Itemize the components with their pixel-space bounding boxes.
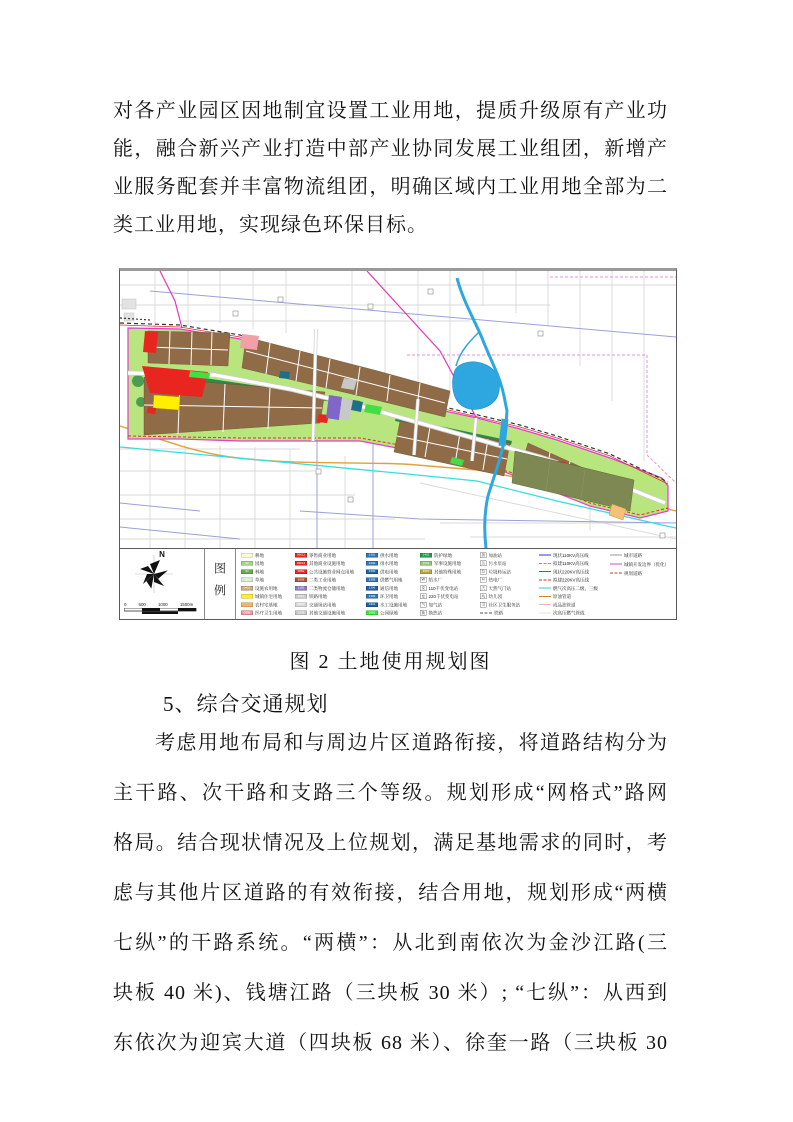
legend-swatch: 1401 bbox=[366, 611, 378, 616]
legend-item bbox=[241, 552, 293, 559]
scale-labels: 0 500 1000 1500m bbox=[124, 602, 194, 607]
legend-swatch: 09013 bbox=[296, 561, 306, 565]
legend-label: 城市道路 bbox=[624, 552, 643, 558]
legend-label: 加油站 bbox=[488, 552, 503, 558]
legend-label: 园地 bbox=[255, 561, 265, 567]
legend-label: 规划道路 bbox=[624, 570, 643, 576]
legend-item bbox=[366, 609, 418, 616]
paragraph-2 bbox=[113, 718, 668, 1068]
legend-swatch: 0806 bbox=[241, 611, 253, 616]
legend-item bbox=[539, 593, 608, 600]
legend-item bbox=[366, 560, 418, 567]
legend-line-sample bbox=[539, 588, 551, 589]
legend-label: 幼儿园 bbox=[488, 594, 503, 600]
legend-label: 热电厂 bbox=[488, 577, 503, 583]
legend-label: 供电用地 bbox=[380, 569, 399, 575]
paragraph-line: 东依次为迎宾大道（四块板 68 米）、徐奎一路（三块板 30 bbox=[113, 1032, 668, 1054]
legend-line-sample bbox=[539, 563, 551, 564]
legend-label: 环卫用地 bbox=[380, 594, 399, 600]
legend-symbol: 变 bbox=[421, 586, 425, 591]
legend-label: 军事设施用地 bbox=[434, 561, 462, 567]
legend-item bbox=[241, 593, 293, 600]
legend-label: 林地 bbox=[255, 569, 265, 575]
paragraph-line: 考虑用地布局和与周边片区道路衔接，将道路结构分为 bbox=[155, 732, 668, 754]
legend-item bbox=[480, 593, 537, 600]
legend-label: 公园绿地 bbox=[380, 610, 399, 616]
legend-line-sample bbox=[539, 571, 551, 572]
legend-column bbox=[539, 552, 608, 617]
legend-symbol: 气 bbox=[421, 603, 425, 607]
legend-symbol: 天 bbox=[481, 586, 485, 591]
legend-item bbox=[539, 552, 608, 559]
legend-swatch: 1311 bbox=[366, 602, 378, 607]
legend-item bbox=[295, 568, 364, 575]
legend-item bbox=[295, 552, 364, 559]
compass-and-scale bbox=[120, 549, 205, 619]
legend-label: 加气站 bbox=[428, 602, 443, 608]
compass-rose-icon bbox=[134, 555, 174, 593]
legend-label: 二类工业用地 bbox=[309, 577, 337, 583]
paragraph-1 bbox=[113, 92, 668, 244]
legend-title: 图例 bbox=[205, 549, 236, 619]
planning-map-svg bbox=[120, 271, 676, 548]
legend-item bbox=[539, 568, 608, 575]
legend-item bbox=[295, 576, 364, 583]
legend-item bbox=[480, 601, 537, 608]
legend-label: 农村宅基地 bbox=[255, 602, 278, 608]
legend-symbol: 加 bbox=[481, 553, 485, 557]
legend-swatch: 006a bbox=[295, 569, 307, 574]
legend-item bbox=[241, 609, 293, 616]
legend-label: 供燃气用地 bbox=[380, 577, 403, 583]
legend-label: 公共设施营业网点用地 bbox=[309, 569, 355, 575]
legend-item bbox=[480, 552, 537, 559]
legend-item bbox=[480, 560, 537, 567]
legend-column bbox=[610, 552, 670, 617]
legend-line-sample bbox=[539, 612, 551, 613]
legend-symbol: 垃 bbox=[481, 570, 485, 574]
paragraph-line: 块板 40 米)、钱塘江路（三块板 30 米）; “七纵”：从西到 bbox=[113, 982, 668, 1004]
figure-caption: 图 2 土地使用规划图 bbox=[289, 651, 492, 673]
legend-symbol: 污 bbox=[481, 561, 485, 566]
legend-line-sample bbox=[539, 555, 551, 556]
legend-item bbox=[539, 585, 608, 592]
section-heading: 5、综合交通规划 bbox=[163, 692, 329, 716]
map-legend bbox=[120, 548, 676, 619]
legend-label: 铁路用地 bbox=[309, 594, 328, 600]
legend-label: 污水泵站 bbox=[488, 561, 507, 567]
legend-item bbox=[610, 552, 664, 559]
legend-label: 防护绿地 bbox=[434, 552, 453, 558]
paragraph-line: 类工业用地，实现绿色环保目标。 bbox=[113, 214, 428, 236]
paragraph-line: 七纵”的干路系统。“两横”：从北到南依次为金沙江路(三 bbox=[113, 932, 668, 954]
legend-swatch: 1201 bbox=[295, 594, 307, 599]
legend-label: 耕地 bbox=[255, 552, 265, 558]
legend-label: 现状110KV高压线 bbox=[553, 552, 589, 558]
pond bbox=[453, 362, 500, 410]
legend-line-sample bbox=[539, 596, 551, 597]
legend-swatch: 1207 bbox=[295, 602, 307, 607]
paragraph-line: 格局。结合现状情况及上位规划，满足基地需求的同时，考 bbox=[113, 832, 668, 854]
legend-columns-area bbox=[236, 549, 676, 619]
legend-label: 原油管道 bbox=[553, 594, 572, 600]
legend-label: 换热站 bbox=[428, 610, 443, 616]
legend-column bbox=[241, 552, 293, 617]
legend-label: 220千伏变电站 bbox=[428, 594, 459, 600]
legend-item bbox=[366, 593, 418, 600]
legend-label: 其他商业设施用地 bbox=[309, 561, 346, 567]
paragraph-line: 能，融合新兴产业打造中部产业协同发展工业组团，新增产 bbox=[113, 138, 668, 160]
legend-label: 排水用地 bbox=[380, 561, 399, 567]
legend-column bbox=[420, 552, 478, 617]
legend-item bbox=[480, 585, 537, 592]
legend-item bbox=[241, 601, 293, 608]
legend-item bbox=[420, 552, 478, 559]
legend-label: 社区卫生服务站 bbox=[488, 602, 521, 608]
legend-label: 其他特殊用地 bbox=[434, 569, 462, 575]
legend-item bbox=[366, 552, 418, 559]
north-label: N bbox=[159, 550, 165, 559]
legend-swatch: 1102 bbox=[295, 586, 307, 591]
legend-label: 拟建110KV高压线 bbox=[553, 561, 589, 567]
legend-label: 现状220KV高压线 bbox=[553, 569, 590, 575]
legend-symbol: 换 bbox=[421, 611, 425, 615]
land-use-map-figure bbox=[119, 268, 677, 620]
legend-label: 成品油管道 bbox=[553, 602, 576, 608]
legend-line-sample bbox=[480, 612, 492, 613]
legend-column bbox=[480, 552, 537, 617]
legend-symbol: H bbox=[481, 578, 485, 582]
legend-columns bbox=[236, 549, 668, 619]
legend-label: 其他交通设施用地 bbox=[309, 610, 346, 616]
paragraph-line: 虑与其他片区道路的有效衔接，结合用地，规划形成“两横 bbox=[113, 882, 668, 904]
legend-item bbox=[420, 560, 478, 567]
legend-swatch: 03 bbox=[241, 569, 253, 574]
legend-column bbox=[295, 552, 364, 617]
legend-item bbox=[366, 585, 418, 592]
legend-column bbox=[366, 552, 418, 617]
legend-item bbox=[539, 576, 608, 583]
legend-label: 供水用地 bbox=[380, 552, 399, 558]
legend-symbol: 卫 bbox=[481, 603, 485, 607]
paragraph-line: 业服务配套并丰富物流组团，明确区域内工业用地全部为二 bbox=[113, 176, 668, 198]
legend-item bbox=[295, 560, 364, 567]
legend-swatch: 04 bbox=[241, 578, 253, 583]
legend-item bbox=[610, 570, 664, 577]
legend-symbol: 幼 bbox=[481, 594, 485, 599]
legend-item bbox=[420, 601, 478, 608]
legend-line-sample bbox=[610, 564, 622, 565]
paragraph-line: 对各产业园区因地制宜设置工业用地，提质升级原有产业功 bbox=[113, 100, 668, 122]
legend-label: 给水厂 bbox=[428, 577, 443, 583]
legend-line-sample bbox=[539, 604, 551, 605]
legend-item bbox=[241, 576, 293, 583]
legend-label: 城镇开发边界（优化） bbox=[624, 561, 670, 567]
legend-item bbox=[366, 576, 418, 583]
legend-swatch: 1306 bbox=[366, 586, 378, 591]
legend-label: 城镇住宅用地 bbox=[255, 594, 283, 600]
legend-item bbox=[420, 576, 478, 583]
legend-item bbox=[480, 609, 537, 616]
legend-line-sample bbox=[539, 579, 551, 580]
legend-swatch bbox=[241, 602, 253, 607]
legend-item bbox=[420, 609, 478, 616]
legend-item bbox=[366, 568, 418, 575]
legend-item bbox=[295, 609, 364, 616]
legend-symbol: 变 bbox=[421, 594, 425, 599]
legend-swatch: 1302 bbox=[366, 561, 378, 566]
paragraph-line: 主干路、次干路和支路三个等级。规划形成“网格式”路网 bbox=[113, 782, 668, 804]
legend-item bbox=[420, 593, 478, 600]
legend-swatch: 1305 bbox=[366, 578, 378, 583]
legend-label: 110千伏变电站 bbox=[428, 585, 459, 591]
legend-symbol: W bbox=[421, 578, 425, 582]
legend-item bbox=[610, 561, 670, 568]
legend-item bbox=[480, 576, 537, 583]
legend-label: 设施农用地 bbox=[255, 585, 278, 591]
legend-label: 天然气门站 bbox=[488, 585, 512, 591]
legend-item bbox=[241, 560, 293, 567]
legend-swatch: 09011 bbox=[296, 553, 306, 557]
legend-label: 燃气次高压二级、三级 bbox=[553, 585, 599, 591]
legend-swatch: 0402 bbox=[241, 586, 253, 591]
legend-label: 铁路 bbox=[494, 610, 504, 616]
scale-bar bbox=[124, 608, 198, 615]
legend-swatch: 1507 bbox=[420, 569, 432, 574]
legend-label: 垃圾转运站 bbox=[488, 569, 512, 575]
legend-swatch bbox=[241, 553, 253, 558]
legend-item bbox=[295, 593, 364, 600]
legend-item bbox=[480, 568, 537, 575]
legend-item bbox=[420, 568, 478, 575]
legend-label: 拟建220KV高压线 bbox=[553, 577, 590, 583]
legend-swatch: 1303 bbox=[366, 569, 378, 574]
legend-label: 零售商业用地 bbox=[309, 552, 337, 558]
legend-swatch: 1301 bbox=[366, 553, 378, 558]
legend-item bbox=[241, 568, 293, 575]
legend-swatch: 1402 bbox=[420, 553, 432, 558]
legend-swatch: 02 bbox=[241, 561, 253, 566]
legend-item bbox=[539, 609, 608, 616]
legend-label: 交通场站用地 bbox=[309, 602, 337, 608]
legend-swatch: 1501 bbox=[420, 561, 432, 566]
legend-swatch: 1002 bbox=[295, 578, 307, 583]
legend-item bbox=[295, 601, 364, 608]
legend-swatch: 1208 bbox=[295, 611, 307, 616]
legend-item bbox=[539, 560, 608, 567]
legend-item bbox=[241, 585, 293, 592]
legend-label: 二类物流仓储用地 bbox=[309, 585, 346, 591]
legend-label: 次高压燃气管线 bbox=[553, 610, 585, 616]
legend-label: 水工设施用地 bbox=[380, 602, 408, 608]
legend-swatch bbox=[241, 594, 253, 599]
legend-label: 医疗卫生用地 bbox=[255, 610, 283, 616]
legend-line-sample bbox=[610, 555, 622, 556]
legend-item bbox=[295, 585, 364, 592]
legend-item bbox=[420, 585, 478, 592]
legend-item bbox=[539, 601, 608, 608]
legend-item bbox=[366, 601, 418, 608]
legend-label: 通信用地 bbox=[380, 585, 399, 591]
legend-line-sample bbox=[610, 573, 622, 574]
legend-label: 草地 bbox=[255, 577, 265, 583]
planning-map bbox=[120, 271, 676, 548]
legend-swatch: 1309 bbox=[366, 594, 378, 599]
